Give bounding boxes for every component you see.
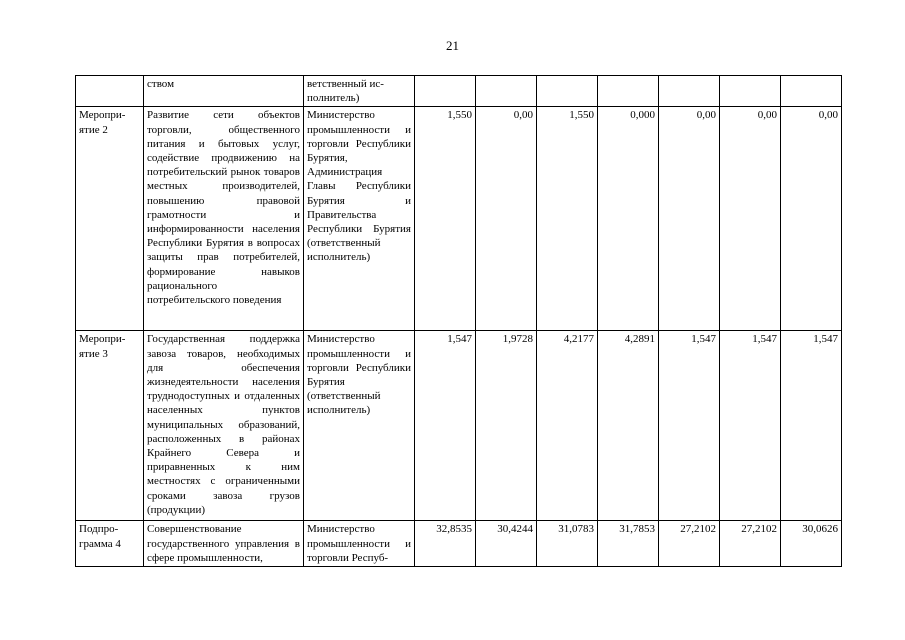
value-cell: 1,547 [415, 331, 476, 521]
table-row [76, 521, 842, 567]
table-row [76, 331, 842, 521]
value-cell: 30,4244 [476, 521, 537, 567]
value-cell: 1,550 [537, 107, 598, 331]
value-cell: 1,547 [720, 331, 781, 521]
value-cell: 0,00 [781, 107, 842, 331]
value-cell: 0,00 [720, 107, 781, 331]
budget-table [75, 75, 842, 567]
value-cell: 31,0783 [537, 521, 598, 567]
value-cell: 1,550 [415, 107, 476, 331]
row-label: Меропри- ятие 2 [76, 107, 144, 331]
row-executor: Министерство промышленности и торговли Республики Бурятия, Администрация Главы Республики Бурятия и Правительства Республики Бурятия (ответственный исполнитель) [304, 107, 415, 331]
value-cell: 0,00 [659, 107, 720, 331]
row-label: Меропри- ятие 3 [76, 331, 144, 521]
value-cell: 4,2177 [537, 331, 598, 521]
row-executor: ветственный ис- полнитель) [304, 76, 415, 107]
value-cell [537, 76, 598, 107]
table-row [76, 76, 842, 107]
value-cell [415, 76, 476, 107]
value-cell: 1,547 [659, 331, 720, 521]
value-cell: 27,2102 [720, 521, 781, 567]
value-cell: 27,2102 [659, 521, 720, 567]
row-description: ством [144, 76, 304, 107]
value-cell: 0,000 [598, 107, 659, 331]
value-cell [598, 76, 659, 107]
table-row [76, 107, 842, 331]
value-cell: 1,9728 [476, 331, 537, 521]
value-cell: 30,0626 [781, 521, 842, 567]
value-cell: 31,7853 [598, 521, 659, 567]
row-label: Подпро- грамма 4 [76, 521, 144, 567]
value-cell [720, 76, 781, 107]
value-cell: 4,2891 [598, 331, 659, 521]
row-description: Развитие сети объектов торговли, общественного питания и бытовых услуг, содействие продвижению на потребительский рынок товаров местных производителей, повышению правовой грамотности и информированности населения Республики Бурятия в вопросах защиты прав потребителей, формирование навыков рационального потребительского поведения [144, 107, 304, 331]
row-label [76, 76, 144, 107]
row-description: Совершенствование государственного управления в сфере промышленности, [144, 521, 304, 567]
page-number: 21 [446, 38, 459, 53]
value-cell [781, 76, 842, 107]
row-executor: Министерство промышленности и торговли Республики Бурятия (ответственный исполнитель) [304, 331, 415, 521]
value-cell: 1,547 [781, 331, 842, 521]
value-cell: 32,8535 [415, 521, 476, 567]
value-cell: 0,00 [476, 107, 537, 331]
row-executor: Министерство промышленности и торговли Респуб- [304, 521, 415, 567]
value-cell [476, 76, 537, 107]
value-cell [659, 76, 720, 107]
row-description: Государственная поддержка завоза товаров, необходимых для обеспечения жизнедеятельности населения труднодоступных и отдаленных населенных пунктов муниципальных образований, расположенных в районах Крайнего Севера и приравненных к ним местностях с ограниченными сроками завоза грузов (продукции) [144, 331, 304, 521]
